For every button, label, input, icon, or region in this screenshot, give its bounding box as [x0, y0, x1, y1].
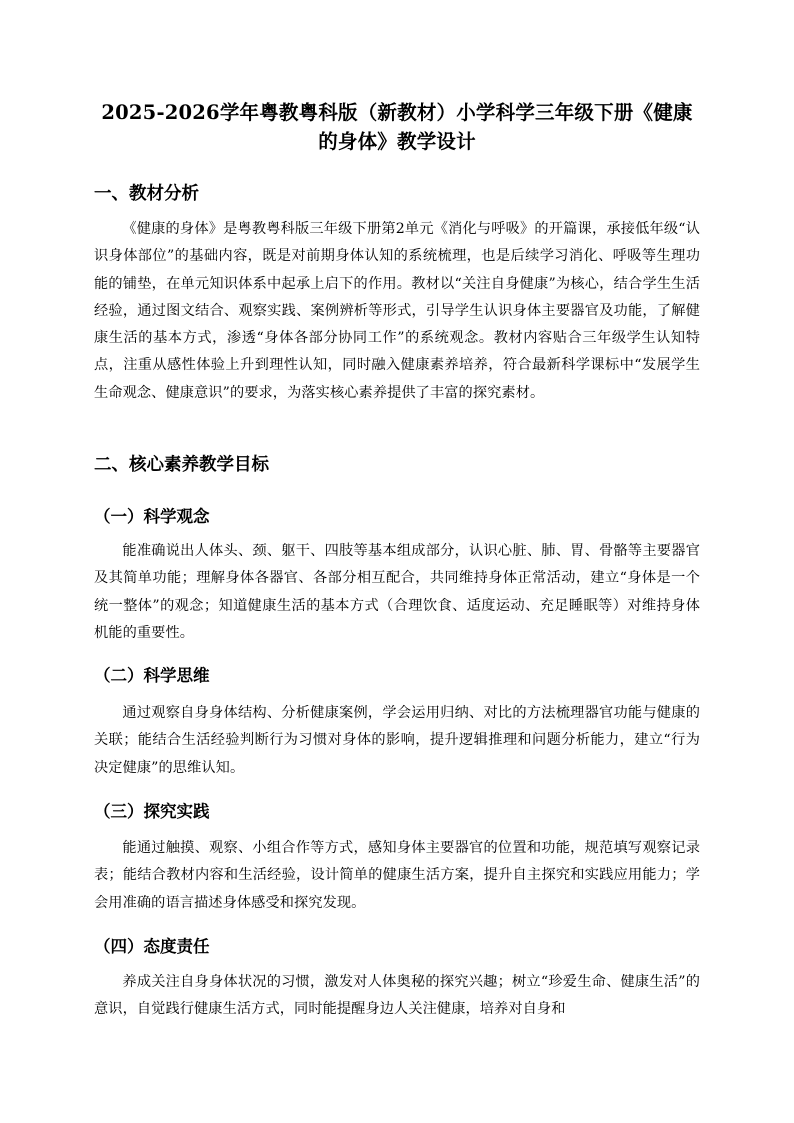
section-heading-textbook-analysis: 一、教材分析	[94, 184, 199, 204]
paragraph-textbook-analysis: 《健康的身体》是粤教粤科版三年级下册第2单元《消化与呼吸》的开篇课，承接低年级“认识身体部位”的基础内容，既是对前期身体认知的系统梳理，也是后续学习消化、呼吸等生理功能的铺垫，在单元知识体系中起承上启下的作用。教材以“关注自身健康”为核心，结合学生生活经验，通过图文结合、观察实践、案例辨析等形式，引导学生认识身体主要器官及功能，了解健康生活的基本方式，渗透“身体各部分协同工作”的系统观念。教材内容贴合三年级学生认知特点，注重从感性体验上升到理性认知，同时融入健康素养培养，符合最新科学课标中“发展学生生命观念、健康意识”的要求，为落实核心素养提供了丰富的探究素材。	[94, 221, 700, 401]
document-title: 2025-2026学年粤教粤科版（新教材）小学科学三年级下册《健康的身体》教学设计	[101, 101, 693, 153]
paragraph-inquiry-practice: 能通过触摸、观察、小组合作等方式，感知身体主要器官的位置和功能，规范填写观察记录表；能结合教材内容和生活经验，设计简单的健康生活方案，提升自主探究和实践应用能力；学会用准确的语言描述身体感受和探究发现。	[94, 840, 700, 911]
paragraph-scientific-concepts: 能准确说出人体头、颈、躯干、四肢等基本组成部分，认识心脏、肺、胃、骨骼等主要器官及其简单功能；理解身体各器官、各部分相互配合，共同维持身体正常活动，建立“身体是一个统一整体”的观念；知道健康生活的基本方式（合理饮食、适度运动、充足睡眠等）对维持身体机能的重要性。	[94, 543, 700, 641]
subsection-heading-scientific-thinking: （二）科学思维	[94, 666, 210, 685]
subsection-heading-attitude-responsibility: （四）态度责任	[94, 937, 210, 956]
section-heading-core-objectives: 二、核心素养教学目标	[94, 455, 269, 475]
paragraph-scientific-thinking: 通过观察自身身体结构、分析健康案例，学会运用归纳、对比的方法梳理器官功能与健康的关联；能结合生活经验判断行为习惯对身体的影响，提升逻辑推理和问题分析能力，建立“行为决定健康”的思维认知。	[94, 705, 700, 776]
paragraph-attitude-responsibility: 养成关注自身身体状况的习惯，激发对人体奥秘的探究兴趣；树立“珍爱生命、健康生活”的意识，自觉践行健康生活方式，同时能提醒身边人关注健康，培养对自身和	[94, 974, 700, 1018]
subsection-heading-inquiry-practice: （三）探究实践	[94, 802, 210, 821]
subsection-heading-scientific-concepts: （一）科学观念	[94, 507, 210, 526]
